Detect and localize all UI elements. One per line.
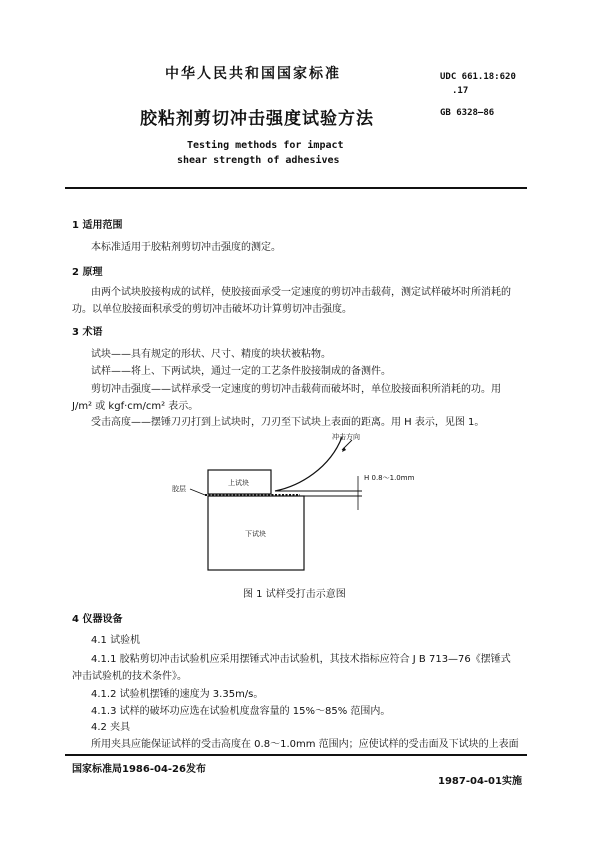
definition-specimen-block: 试块——具有规定的形状、尺寸、精度的块状被粘物。	[91, 349, 331, 360]
section-4-2-text: 所用夹具应能保证试样的受击高度在 0.8～1.0mm 范围内；应使试样的受击面及下试块的上表面	[91, 739, 519, 750]
section-4-1-1-line2: 冲击试验机的技术条件》。	[72, 671, 187, 682]
document-title-cn: 胶粘剂剪切冲击强度试验方法	[140, 109, 374, 129]
document-title-en-line2: shear strength of adhesives	[177, 155, 340, 166]
section-1-text: 本标准适用于胶粘剂剪切冲击强度的测定。	[91, 242, 281, 253]
section-1-heading: 1 适用范围	[72, 220, 123, 231]
upper-block-label: 上试块	[228, 479, 249, 487]
section-2-text-line1: 由两个试块胶接构成的试样，使胶接面承受一定速度的剪切冲击载荷，测定试样破坏时所消耗的	[91, 287, 511, 298]
lower-block-label: 下试块	[245, 530, 266, 538]
glue-leader-line	[190, 489, 205, 495]
footer-divider	[65, 754, 527, 756]
section-4-1: 4.1 试验机	[91, 635, 141, 646]
definition-impact-strength-line1: 剪切冲击强度——试样承受一定速度的剪切冲击载荷而破坏时，单位胶接面积所消耗的功。用	[91, 384, 501, 395]
figure-1-caption: 图 1 试样受打击示意图	[243, 589, 346, 600]
gb-code: GB 6328—86	[440, 108, 495, 118]
issue-date: 国家标准局1986-04-26发布	[72, 764, 206, 775]
height-label: H 0.8～1.0mm	[364, 474, 415, 482]
section-2-heading: 2 原理	[72, 267, 103, 278]
definition-specimen: 试样——将上、下两试块，通过一定的工艺条件胶接制成的备测件。	[91, 366, 391, 377]
glue-layer-label: 胶层	[172, 485, 186, 493]
section-4-1-1-line1: 4.1.1 胶粘剪切冲击试验机应采用摆锤式冲击试验机，其技术指标应符合 J B 713—76《摆锤式	[91, 654, 511, 665]
pendulum-blade-curve	[275, 437, 342, 491]
section-4-1-2: 4.1.2 试验机摆锤的速度为 3.35m/s。	[91, 689, 264, 700]
udc-code: UDC 661.18:620	[440, 72, 516, 82]
definition-impact-strength-line2: J/m² 或 kgf·cm/cm² 表示。	[72, 401, 199, 412]
standard-org-title: 中华人民共和国国家标准	[165, 66, 341, 82]
section-4-2: 4.2 夹具	[91, 722, 131, 733]
section-4-1-3: 4.1.3 试样的破坏功应选在试验机度盘容量的 15%～85% 范围内。	[91, 706, 391, 717]
definition-impact-height: 受击高度——摆锤刀刃打到上试块时，刀刃至下试块上表面的距离。用 H 表示，见图 1。	[91, 417, 485, 428]
impact-direction-label: 冲击方向	[332, 433, 360, 441]
section-3-heading: 3 术语	[72, 327, 103, 338]
section-4-heading: 4 仪器设备	[72, 614, 123, 625]
effective-date: 1987-04-01实施	[438, 776, 522, 787]
section-2-text-line2: 功。以单位胶接面积承受的剪切冲击破坏功计算剪切冲击强度。	[72, 304, 352, 315]
document-title-en-line1: Testing methods for impact	[187, 140, 344, 151]
udc-code-cont: .17	[452, 86, 469, 96]
